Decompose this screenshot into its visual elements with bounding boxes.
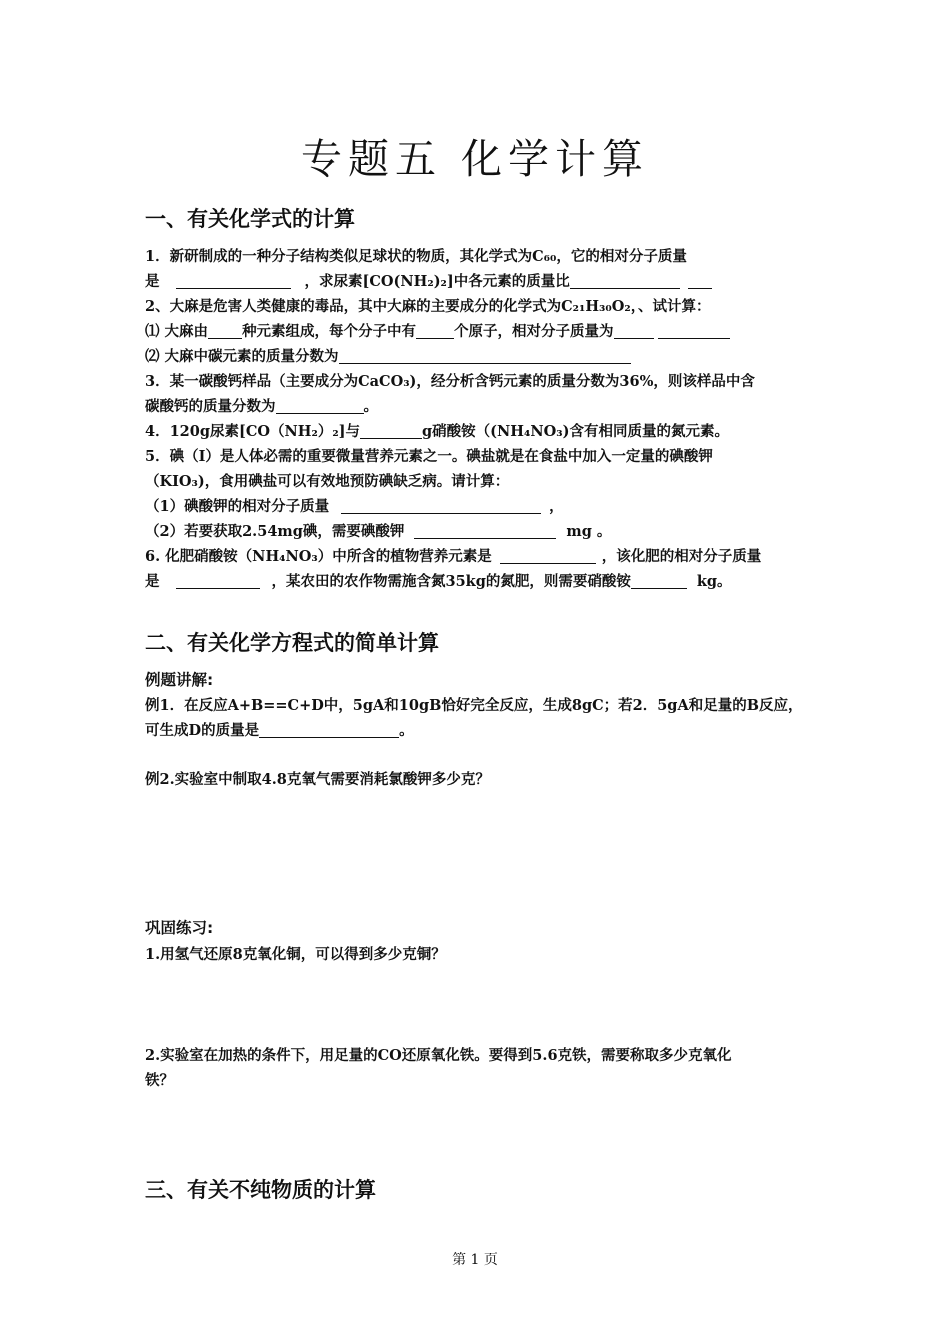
answer-blank[interactable] <box>570 273 680 289</box>
question-2-part-2 <box>145 345 631 366</box>
question-1-text-a: 是 <box>145 273 160 290</box>
question-6-line-1 <box>145 545 761 566</box>
question-6-line-2 <box>145 570 732 591</box>
question-6-text-a: 6. 化肥硝酸铵（NH₄NO₃）中所含的植物营养元素是 <box>145 548 492 565</box>
question-3-text: 碳酸钙的质量分数为 <box>145 398 276 415</box>
answer-blank[interactable] <box>416 323 454 339</box>
practice-2-line-1: 2.实验室在加热的条件下，用足量的CO还原氧化铁。要得到5.6克铁，需要称取多少克氧化 <box>145 1047 732 1064</box>
section-heading-formula: 一、有关化学式的计算 <box>145 207 355 231</box>
question-2-stem: 2、大麻是危害人类健康的毒品，其中大麻的主要成分的化学式为C₂₁H₃₀O₂，、试计算： <box>145 298 711 315</box>
page-number: 第 1 页 <box>452 1252 498 1268</box>
page-title: 专题五 化学计算 <box>300 135 650 183</box>
answer-blank[interactable] <box>259 722 399 738</box>
question-3-line-1: 3．某一碳酸钙样品（主要成分为CaCO₃)，经分析含钙元素的质量分数为36%，则该样品中含 <box>145 373 755 390</box>
question-6-text-c: 是 <box>145 573 160 590</box>
section-heading-impure: 三、有关不纯物质的计算 <box>145 1178 376 1202</box>
question-5-part-2 <box>145 520 611 541</box>
answer-blank[interactable] <box>688 273 712 289</box>
question-4-text-a: 4．120g尿素[CO（NH₂）₂]与 <box>145 423 361 440</box>
question-5-1-end: ， <box>549 498 564 515</box>
question-1-line-2 <box>145 270 712 291</box>
example-1-text: 可生成D的质量是 <box>145 722 260 739</box>
answer-blank[interactable] <box>276 398 364 414</box>
question-2-2-text: ⑵ 大麻中碳元素的质量分数为 <box>145 348 339 365</box>
answer-blank[interactable] <box>339 348 447 364</box>
example-2: 例2.实验室中制取4.8克氧气需要消耗氯酸钾多少克？ <box>145 771 490 788</box>
answer-blank[interactable] <box>500 548 596 564</box>
answer-blank[interactable] <box>341 498 541 514</box>
question-6-text-b: ，该化肥的相对分子质量 <box>601 548 762 565</box>
question-1-line-1: 1．新研制成的一种分子结构类似足球状的物质，其化学式为C₆₀，它的相对分子质量 <box>145 248 687 265</box>
example-title: 例题讲解: <box>145 671 214 689</box>
question-5-part-1 <box>145 495 564 516</box>
question-4-text-b: g硝酸铵（(NH₄NO₃)含有相同质量的氮元素。 <box>422 423 729 440</box>
question-2-1-text-b: 种元素组成，每个分子中有 <box>242 323 417 340</box>
question-1-text-b: ，求尿素[CO(NH₂)₂]中各元素的质量比 <box>304 273 570 290</box>
example-1-end: 。 <box>399 722 414 739</box>
question-5-2-end: mg 。 <box>566 523 612 540</box>
question-3-line-2 <box>145 395 378 416</box>
answer-blank[interactable] <box>658 323 730 339</box>
question-5-1-text: （1）碘酸钾的相对分子质量 <box>145 498 330 515</box>
answer-blank[interactable] <box>614 323 654 339</box>
answer-blank[interactable] <box>208 323 242 339</box>
question-6-text-e: kg。 <box>696 573 732 590</box>
answer-blank[interactable] <box>360 423 422 439</box>
question-4 <box>145 420 729 441</box>
answer-blank[interactable] <box>447 348 631 364</box>
practice-title: 巩固练习: <box>145 919 214 937</box>
question-6-text-d: ，某农田的农作物需施含氮35kg的氮肥，则需要硝酸铵 <box>271 573 631 590</box>
question-3-end: 。 <box>363 398 378 415</box>
question-5-line-2: （KIO₃)，食用碘盐可以有效地预防碘缺乏病。请计算： <box>145 473 510 490</box>
answer-blank[interactable] <box>414 523 556 539</box>
example-1-line-1: 例1．在反应A+B==C+D中，5gA和10gB恰好完全反应，生成8gC；若2．5gA和足量的B反应， <box>145 697 803 714</box>
question-5-2-text: （2）若要获取2.54mg碘，需要碘酸钾 <box>145 523 405 540</box>
section-heading-equation: 二、有关化学方程式的简单计算 <box>145 631 439 655</box>
question-2-1-text-c: 个原子，相对分子质量为 <box>454 323 614 340</box>
answer-blank[interactable] <box>176 273 291 289</box>
answer-blank[interactable] <box>176 573 260 589</box>
practice-2-line-2: 铁？ <box>145 1072 174 1089</box>
question-2-part-1 <box>145 320 730 341</box>
practice-1: 1.用氢气还原8克氧化铜，可以得到多少克铜？ <box>145 946 446 963</box>
example-1-line-2 <box>145 719 414 740</box>
answer-blank[interactable] <box>631 573 687 589</box>
question-2-1-text-a: ⑴ 大麻由 <box>145 323 209 340</box>
question-5-line-1: 5．碘（I）是人体必需的重要微量营养元素之一。碘盐就是在食盐中加入一定量的碘酸钾 <box>145 448 713 465</box>
